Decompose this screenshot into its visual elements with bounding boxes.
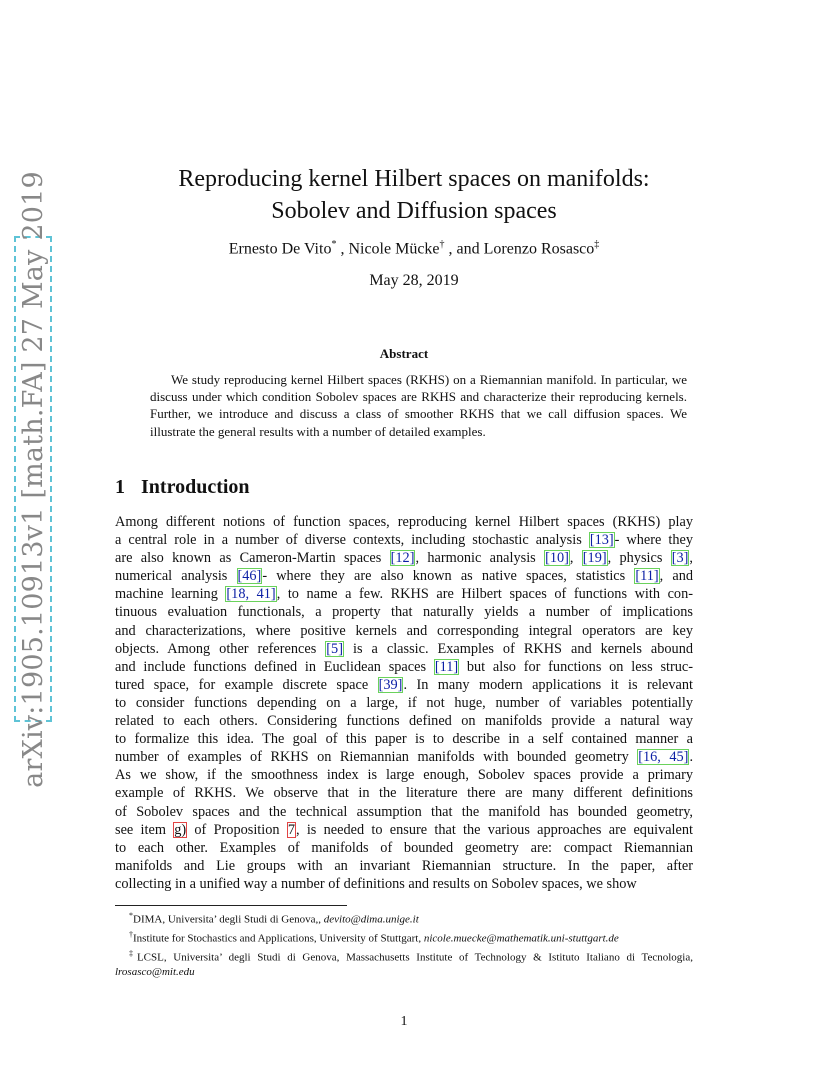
text-segment: . In many modern applications it is relevant bbox=[403, 676, 693, 693]
text-line bbox=[115, 513, 693, 531]
text-segment: example of RKHS. We observe that in the literature there are many different definitions bbox=[115, 785, 693, 802]
text-segment: , bbox=[569, 550, 582, 567]
text-segment: - where they are also known as native spaces, statistics bbox=[262, 568, 635, 585]
author-separator-2: , and bbox=[444, 240, 484, 258]
text-segment: As we show, if the smoothness index is large enough, Sobolev spaces provide a primary bbox=[115, 767, 693, 784]
text-line bbox=[115, 875, 693, 893]
footnote-email[interactable]: lrosasco@mit.edu bbox=[115, 965, 195, 978]
text-segment: is a classic. Examples of RKHS and kernels abound bbox=[343, 640, 694, 657]
citation-link[interactable]: [13] bbox=[589, 532, 614, 549]
footnote-email[interactable]: nicole.muecke@mathematik.uni-stuttgart.de bbox=[423, 932, 619, 945]
citation-link[interactable]: [11] bbox=[434, 658, 459, 675]
text-segment: numerical analysis bbox=[115, 568, 237, 585]
citation-link[interactable]: [16, 45] bbox=[638, 749, 689, 766]
text-segment: a central role in a number of diverse contexts, including stochastic analysis bbox=[115, 532, 589, 549]
footnote bbox=[115, 928, 693, 946]
footnote-rule bbox=[115, 905, 347, 906]
arxiv-side-stamp bbox=[14, 170, 52, 788]
text-segment: see item bbox=[115, 821, 174, 838]
abstract-heading: Abstract bbox=[379, 346, 429, 361]
text-segment: , and bbox=[659, 568, 694, 585]
citation-link[interactable]: [18, 41] bbox=[226, 586, 276, 603]
title-line-1: Reproducing kernel Hilbert spaces on manifolds: bbox=[178, 166, 650, 192]
arxiv-identifier: arXiv:1905.10913v1 [math.FA] 27 May 2019 bbox=[17, 170, 49, 788]
text-segment: of Proposition bbox=[187, 821, 287, 838]
section-title: Introduction bbox=[141, 476, 250, 498]
paper-title bbox=[0, 163, 828, 227]
text-line bbox=[115, 766, 693, 784]
text-segment: related to each others. Considering functions defined on manifolds provide a natural way bbox=[115, 713, 693, 730]
footnote-affiliation: LCSL, Universita’ degli Studi di Genova, Massachusetts Institute of Technology & Istituto Italiano di Tecnologia, bbox=[136, 951, 693, 964]
text-segment: machine learning bbox=[115, 586, 226, 603]
text-segment: tinuous evaluation functionals, a property that naturally yields a number of implications bbox=[115, 604, 693, 621]
text-segment: but also for functions on less struc- bbox=[459, 658, 693, 675]
author-2: Nicole Mücke bbox=[348, 240, 440, 258]
text-segment: , bbox=[689, 550, 693, 567]
text-segment: , harmonic analysis bbox=[415, 550, 545, 567]
author-2-mark: † bbox=[439, 239, 445, 250]
text-line bbox=[115, 676, 693, 694]
author-1: Ernesto De Vito bbox=[228, 240, 332, 258]
citation-link[interactable]: [11] bbox=[635, 568, 659, 585]
footnote-mark: * bbox=[129, 911, 133, 920]
text-segment: number of examples of RKHS on Riemannian manifolds with bounded geometry bbox=[115, 749, 638, 766]
text-line bbox=[115, 622, 693, 640]
text-segment: , physics bbox=[607, 550, 671, 567]
footnote-affiliation: Institute for Stochastics and Applications, University of Stuttgart, bbox=[133, 932, 424, 945]
footnote-affiliation: DIMA, Universita’ degli Studi di Genova,, bbox=[133, 913, 324, 926]
text-line bbox=[115, 585, 693, 603]
cross-reference-link[interactable]: g) bbox=[174, 821, 187, 838]
text-line bbox=[115, 839, 693, 857]
text-line bbox=[115, 531, 693, 549]
text-line bbox=[115, 603, 693, 621]
text-line bbox=[115, 857, 693, 875]
text-segment: , to name a few. RKHS are Hilbert spaces of functions with con- bbox=[276, 586, 693, 603]
text-segment: are also known as Cameron-Martin spaces bbox=[115, 550, 390, 567]
text-line bbox=[115, 821, 693, 839]
text-line bbox=[115, 549, 693, 567]
author-list bbox=[0, 239, 828, 258]
citation-link[interactable]: [39] bbox=[378, 676, 403, 693]
text-segment: and characterizations, where positive kernels and corresponding integral operators are key bbox=[115, 622, 693, 639]
author-1-mark: * bbox=[331, 239, 337, 250]
footnote bbox=[115, 947, 693, 979]
section-number: 1 bbox=[115, 476, 125, 498]
text-segment: collecting in a unified way a number of definitions and results on Sobolev spaces, we show bbox=[115, 875, 637, 892]
citation-link[interactable]: [3] bbox=[671, 550, 689, 567]
page-number: 1 bbox=[400, 1014, 408, 1029]
text-segment: Among different notions of function spaces, reproducing kernel Hilbert spaces (RKHS) play bbox=[115, 514, 693, 530]
text-segment: to each other. Examples of manifolds of bounded geometry are: compact Riemannian bbox=[115, 839, 693, 856]
author-3-mark: ‡ bbox=[594, 239, 600, 250]
text-line bbox=[115, 712, 693, 730]
introduction-paragraph bbox=[115, 513, 693, 893]
text-segment: to consider functions depending on a large, if not huge, number of variables potentially bbox=[115, 694, 693, 711]
title-line-2: Sobolev and Diffusion spaces bbox=[271, 198, 557, 224]
cross-reference-link[interactable]: 7 bbox=[287, 821, 295, 838]
text-segment: , is needed to ensure that the various approaches are equivalent bbox=[295, 821, 693, 838]
text-segment: tured space, for example discrete space bbox=[115, 676, 378, 693]
text-segment: and include functions defined in Euclidean spaces bbox=[115, 658, 434, 675]
text-line bbox=[115, 658, 693, 676]
text-line bbox=[115, 803, 693, 821]
citation-link[interactable]: [19] bbox=[582, 550, 607, 567]
text-line bbox=[115, 694, 693, 712]
text-segment: manifolds and Lie groups with an invariant Riemannian structure. In the paper, after bbox=[115, 857, 693, 874]
footnote-email[interactable]: devito@dima.unige.it bbox=[323, 913, 419, 926]
text-segment: to formalize this idea. The goal of this paper is to describe in a self contained manner a bbox=[115, 731, 693, 748]
text-line bbox=[115, 730, 693, 748]
footnotes bbox=[115, 909, 693, 980]
footnote-mark: † bbox=[129, 929, 133, 939]
author-separator-1: , bbox=[336, 240, 349, 258]
citation-link[interactable]: [5] bbox=[326, 640, 343, 657]
text-line bbox=[115, 748, 693, 766]
text-line bbox=[115, 784, 693, 802]
citation-link[interactable]: [10] bbox=[545, 550, 569, 567]
citation-link[interactable]: [12] bbox=[390, 550, 415, 567]
text-segment: of Sobolev spaces and the technical assumption that the manifold has bounded geometry, bbox=[115, 803, 693, 820]
section-heading bbox=[115, 476, 250, 499]
text-line bbox=[115, 567, 693, 585]
text-segment: objects. Among other references bbox=[115, 640, 326, 657]
text-segment: . bbox=[689, 749, 694, 766]
paper-date: May 28, 2019 bbox=[369, 272, 459, 289]
citation-link[interactable]: [46] bbox=[237, 568, 262, 585]
author-3: Lorenzo Rosasco bbox=[483, 240, 595, 258]
footnote-mark: ‡ bbox=[129, 948, 137, 958]
text-segment: - where they bbox=[614, 532, 693, 549]
abstract-text: We study reproducing kernel Hilbert spaces (RKHS) on a Riemannian manifold. In particular, we discuss under which condition Sobolev spaces are RKHS and characterize their reproducing kernels. Further, we introduce and discuss a class of smoother RKHS that we call diffusion spaces. We illustrate the general results with a number of detailed examples. bbox=[150, 372, 687, 439]
footnote bbox=[115, 909, 693, 927]
text-line bbox=[115, 640, 693, 658]
